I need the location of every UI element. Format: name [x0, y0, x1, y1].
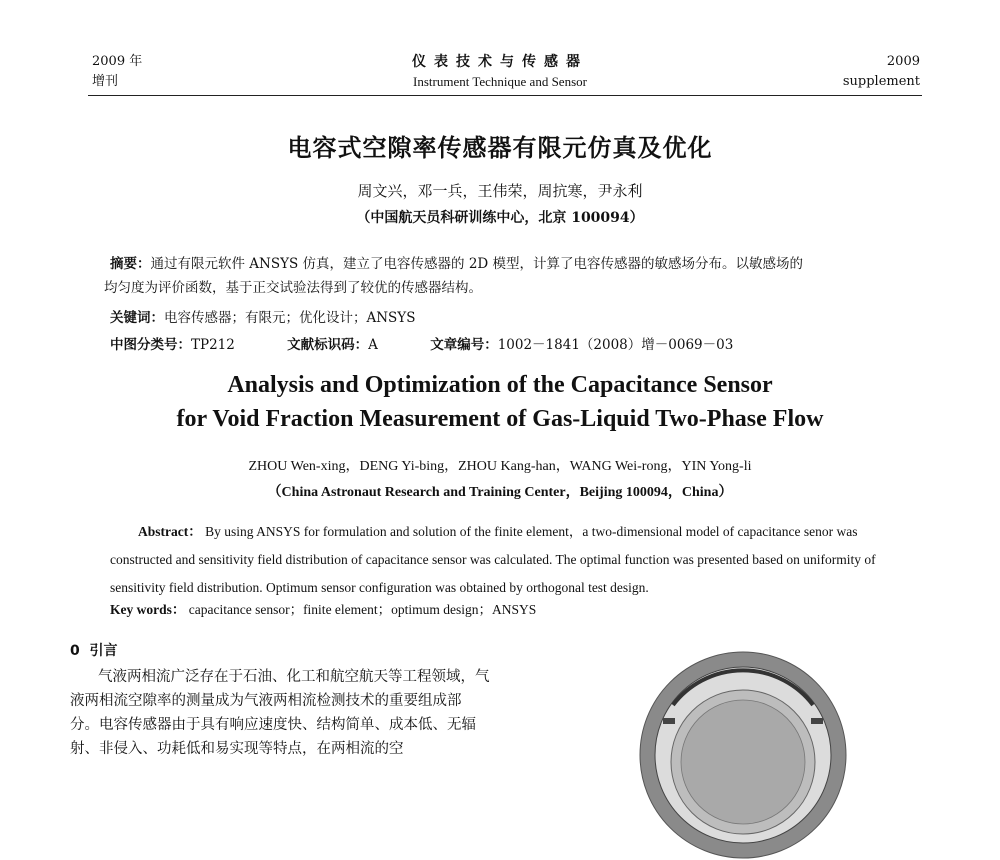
article-no-label: 文章编号：	[430, 337, 498, 353]
measurement-region	[681, 700, 805, 824]
abstract-en-label: Abstract：	[138, 524, 202, 539]
authors-en: ZHOU Wen-xing，DENG Yi-bing，ZHOU Kang-han，WANG Wei-rong，YIN Yong-li	[248, 459, 752, 474]
keywords-cn-label: 关键词：	[110, 310, 164, 326]
affiliation-en: （China Astronaut Research and Training Center，Beijing 100094，China）	[267, 485, 733, 500]
abstract-cn	[104, 252, 915, 300]
classification-line	[110, 333, 733, 353]
paper-title-en-line2: for Void Fraction Measurement of Gas-Liquid Two-Phase Flow	[176, 406, 824, 432]
article-no-value: 1002－1841（2008）增－0069－03	[497, 337, 734, 353]
clc-value: TP212	[191, 337, 235, 353]
abstract-cn-text-1: 通过有限元软件 ANSYS 仿真，建立了电容传感器的 2D 模型，计算了电容传感器的敏感场分布。以敏感场的	[150, 256, 804, 272]
header-supplement: supplement	[842, 74, 920, 89]
doc-code-value: A	[368, 337, 378, 353]
keywords-en-text: capacitance sensor；finite element；optimum design；ANSYS	[188, 602, 537, 617]
clc-label: 中图分类号：	[110, 337, 191, 353]
journal-name-en: Instrument Technique and Sensor	[413, 74, 587, 89]
authors-cn: 周文兴，邓一兵，王伟荣，周抗寒，尹永利	[357, 182, 643, 200]
keywords-cn-text: 电容传感器；有限元；优化设计；ANSYS	[164, 310, 416, 326]
journal-name-cn: 仪表技术与传感器	[412, 54, 588, 70]
intro-text: 气液两相流广泛存在于石油、化工和航空航天等工程领域，气液两相流空隙率的测量成为气液两相流检测技术的重要组成部分。电容传感器由于具有响应速度快、结构简单、成本低、无辐射、非侵入、功耗低和易实现等特点，在两相流的空	[70, 669, 490, 757]
section-number: 0	[70, 643, 80, 659]
abstract-en	[110, 518, 915, 602]
doc-code-label: 文献标识码：	[287, 337, 369, 353]
header-rule	[88, 95, 922, 96]
keywords-en	[110, 598, 536, 618]
abstract-cn-text-2: 均匀度为评价函数，基于正交试验法得到了较优的传感器结构。	[104, 280, 482, 296]
section-heading	[70, 640, 118, 660]
header-issue: 增刊	[92, 74, 119, 89]
section-title: 引言	[89, 643, 118, 659]
keywords-cn	[110, 306, 415, 326]
paper-title-cn: 电容式空隙率传感器有限元仿真及优化	[287, 134, 713, 162]
keywords-en-label: Key words：	[110, 602, 186, 617]
electrode-gap-left	[663, 718, 675, 724]
sensor-cross-section-figure	[638, 650, 848, 860]
header-right	[843, 52, 920, 92]
paper-title-en	[0, 368, 1000, 436]
paper-title-en-line1: Analysis and Optimization of the Capacitance Sensor	[227, 372, 773, 398]
intro-paragraph	[70, 665, 490, 761]
abstract-cn-label: 摘要：	[110, 256, 151, 272]
header-year-right: 2009	[886, 54, 920, 69]
affiliation-cn: （中国航天员科研训练中心，北京 100094）	[356, 210, 644, 226]
header-year: 2009 年	[92, 54, 143, 69]
abstract-en-text: By using ANSYS for formulation and solution of the finite element，a two-dimensional model of capacitance senor was constructed and sensitivity field distribution of capacitance sensor was calculated. The optimal function was presented based on uniformity of sensitivity field distribution. Optimum sensor configuration was obtained by orthogonal test design.	[110, 524, 876, 595]
electrode-gap-right	[811, 718, 823, 724]
